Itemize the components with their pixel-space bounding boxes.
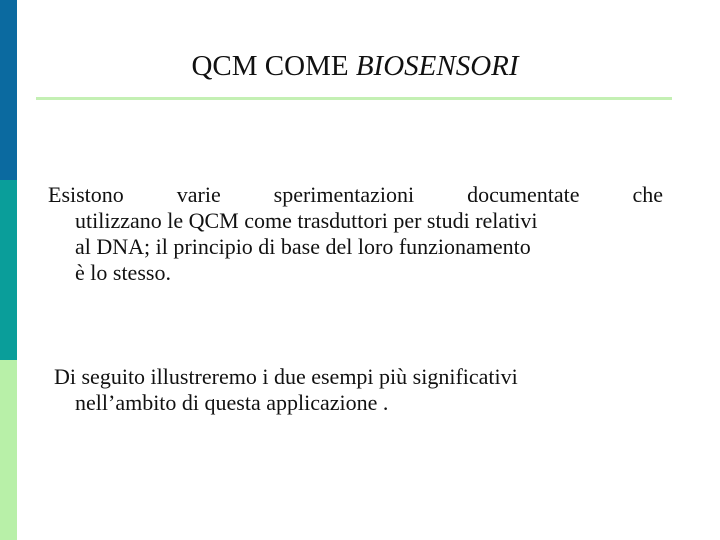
paragraph-intro-line-2: utilizzano le QCM come trasduttori per studi relativi [75,208,538,233]
paragraph-intro-line-1 [48,182,663,208]
paragraph-examples-line-2: nell’ambito di questa applicazione . [75,390,389,415]
side-bar-bottom [0,360,17,540]
paragraph-intro-word: varie [176,182,221,207]
paragraph-intro-line-3: al DNA; il principio di base del loro funzionamento [75,234,531,259]
paragraph-intro [48,182,663,286]
paragraph-intro-word: sperimentazioni [273,182,415,207]
slide-title-plain: QCM COME [191,50,356,82]
paragraph-intro-word: Esistono [48,182,124,207]
title-divider [36,97,672,100]
side-bar-middle [0,180,17,360]
paragraph-examples-line-1: Di seguito illustreremo i due esempi più significativi [54,364,518,389]
paragraph-intro-word: documentate [467,182,580,207]
paragraph-intro-line-4: è lo stesso. [75,260,171,285]
paragraph-intro-word: che [632,182,663,207]
slide-title [38,46,672,86]
paragraph-examples [54,364,663,416]
side-bar-top [0,0,17,180]
slide-title-italic: BIOSENSORI [355,50,519,82]
